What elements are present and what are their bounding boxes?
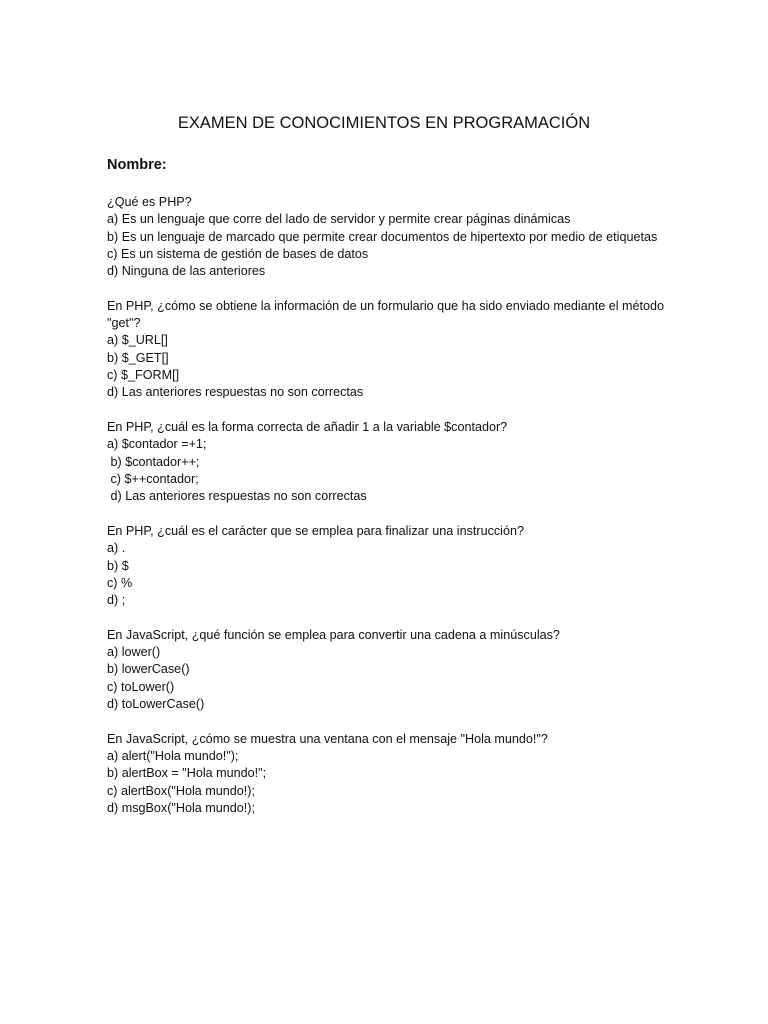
- answer-option: d) toLowerCase(): [107, 696, 205, 711]
- question-prompt: En PHP, ¿cuál es el carácter que se emplea para finalizar una instrucción?: [107, 523, 524, 538]
- answer-option: b) $_GET[]: [107, 350, 169, 365]
- answer-option: c) %: [107, 575, 133, 590]
- answer-option: c) Es un sistema de gestión de bases de datos: [107, 246, 369, 261]
- answer-option: a) .: [107, 541, 126, 556]
- question-1: [107, 194, 667, 280]
- question-5: [107, 627, 667, 713]
- question-prompt: En PHP, ¿cómo se obtiene la información de un formulario que ha sido enviado mediante el método "get"?: [107, 298, 665, 331]
- question-prompt: En JavaScript, ¿qué función se emplea para convertir una cadena a minúsculas?: [107, 627, 560, 642]
- answer-option: a) alert("Hola mundo!");: [107, 748, 239, 763]
- answer-option: b) $contador++;: [107, 454, 200, 469]
- question-3: [107, 419, 667, 505]
- answer-option: d) Las anteriores respuestas no son correctas: [107, 385, 364, 400]
- answer-option: d) ;: [107, 593, 126, 608]
- answer-option: c) $++contador;: [107, 471, 199, 486]
- answer-option: b) $: [107, 558, 129, 573]
- answer-option: b) alertBox = "Hola mundo!";: [107, 766, 267, 781]
- answer-option: a) Es un lenguaje que corre del lado de servidor y permite crear páginas dinámicas: [107, 212, 571, 227]
- question-6: [107, 731, 667, 817]
- questions-list: [107, 194, 667, 835]
- answer-option: d) Las anteriores respuestas no son correctas: [107, 489, 367, 504]
- answer-option: b) lowerCase(): [107, 662, 190, 677]
- answer-option: a) lower(): [107, 645, 161, 660]
- answer-option: c) $_FORM[]: [107, 368, 180, 383]
- question-prompt: ¿Qué es PHP?: [107, 195, 192, 209]
- question-4: [107, 523, 667, 609]
- answer-option: c) alertBox("Hola mundo!);: [107, 783, 255, 798]
- answer-option: a) $contador =+1;: [107, 437, 207, 452]
- answer-option: d) Ninguna de las anteriores: [107, 264, 266, 279]
- answer-option: d) msgBox("Hola mundo!);: [107, 800, 255, 815]
- answer-option: c) toLower(): [107, 679, 175, 694]
- question-prompt: En PHP, ¿cuál es la forma correcta de añadir 1 a la variable $contador?: [107, 420, 508, 435]
- document-title: EXAMEN DE CONOCIMIENTOS EN PROGRAMACIÓN: [177, 114, 591, 132]
- answer-option: b) Es un lenguaje de marcado que permite crear documentos de hipertexto por medio de etiquetas: [107, 229, 658, 244]
- question-prompt: En JavaScript, ¿cómo se muestra una ventana con el mensaje "Hola mundo!"?: [107, 731, 548, 746]
- name-label: Nombre:: [107, 157, 167, 173]
- question-2: [107, 298, 667, 402]
- answer-option: a) $_URL[]: [107, 333, 168, 348]
